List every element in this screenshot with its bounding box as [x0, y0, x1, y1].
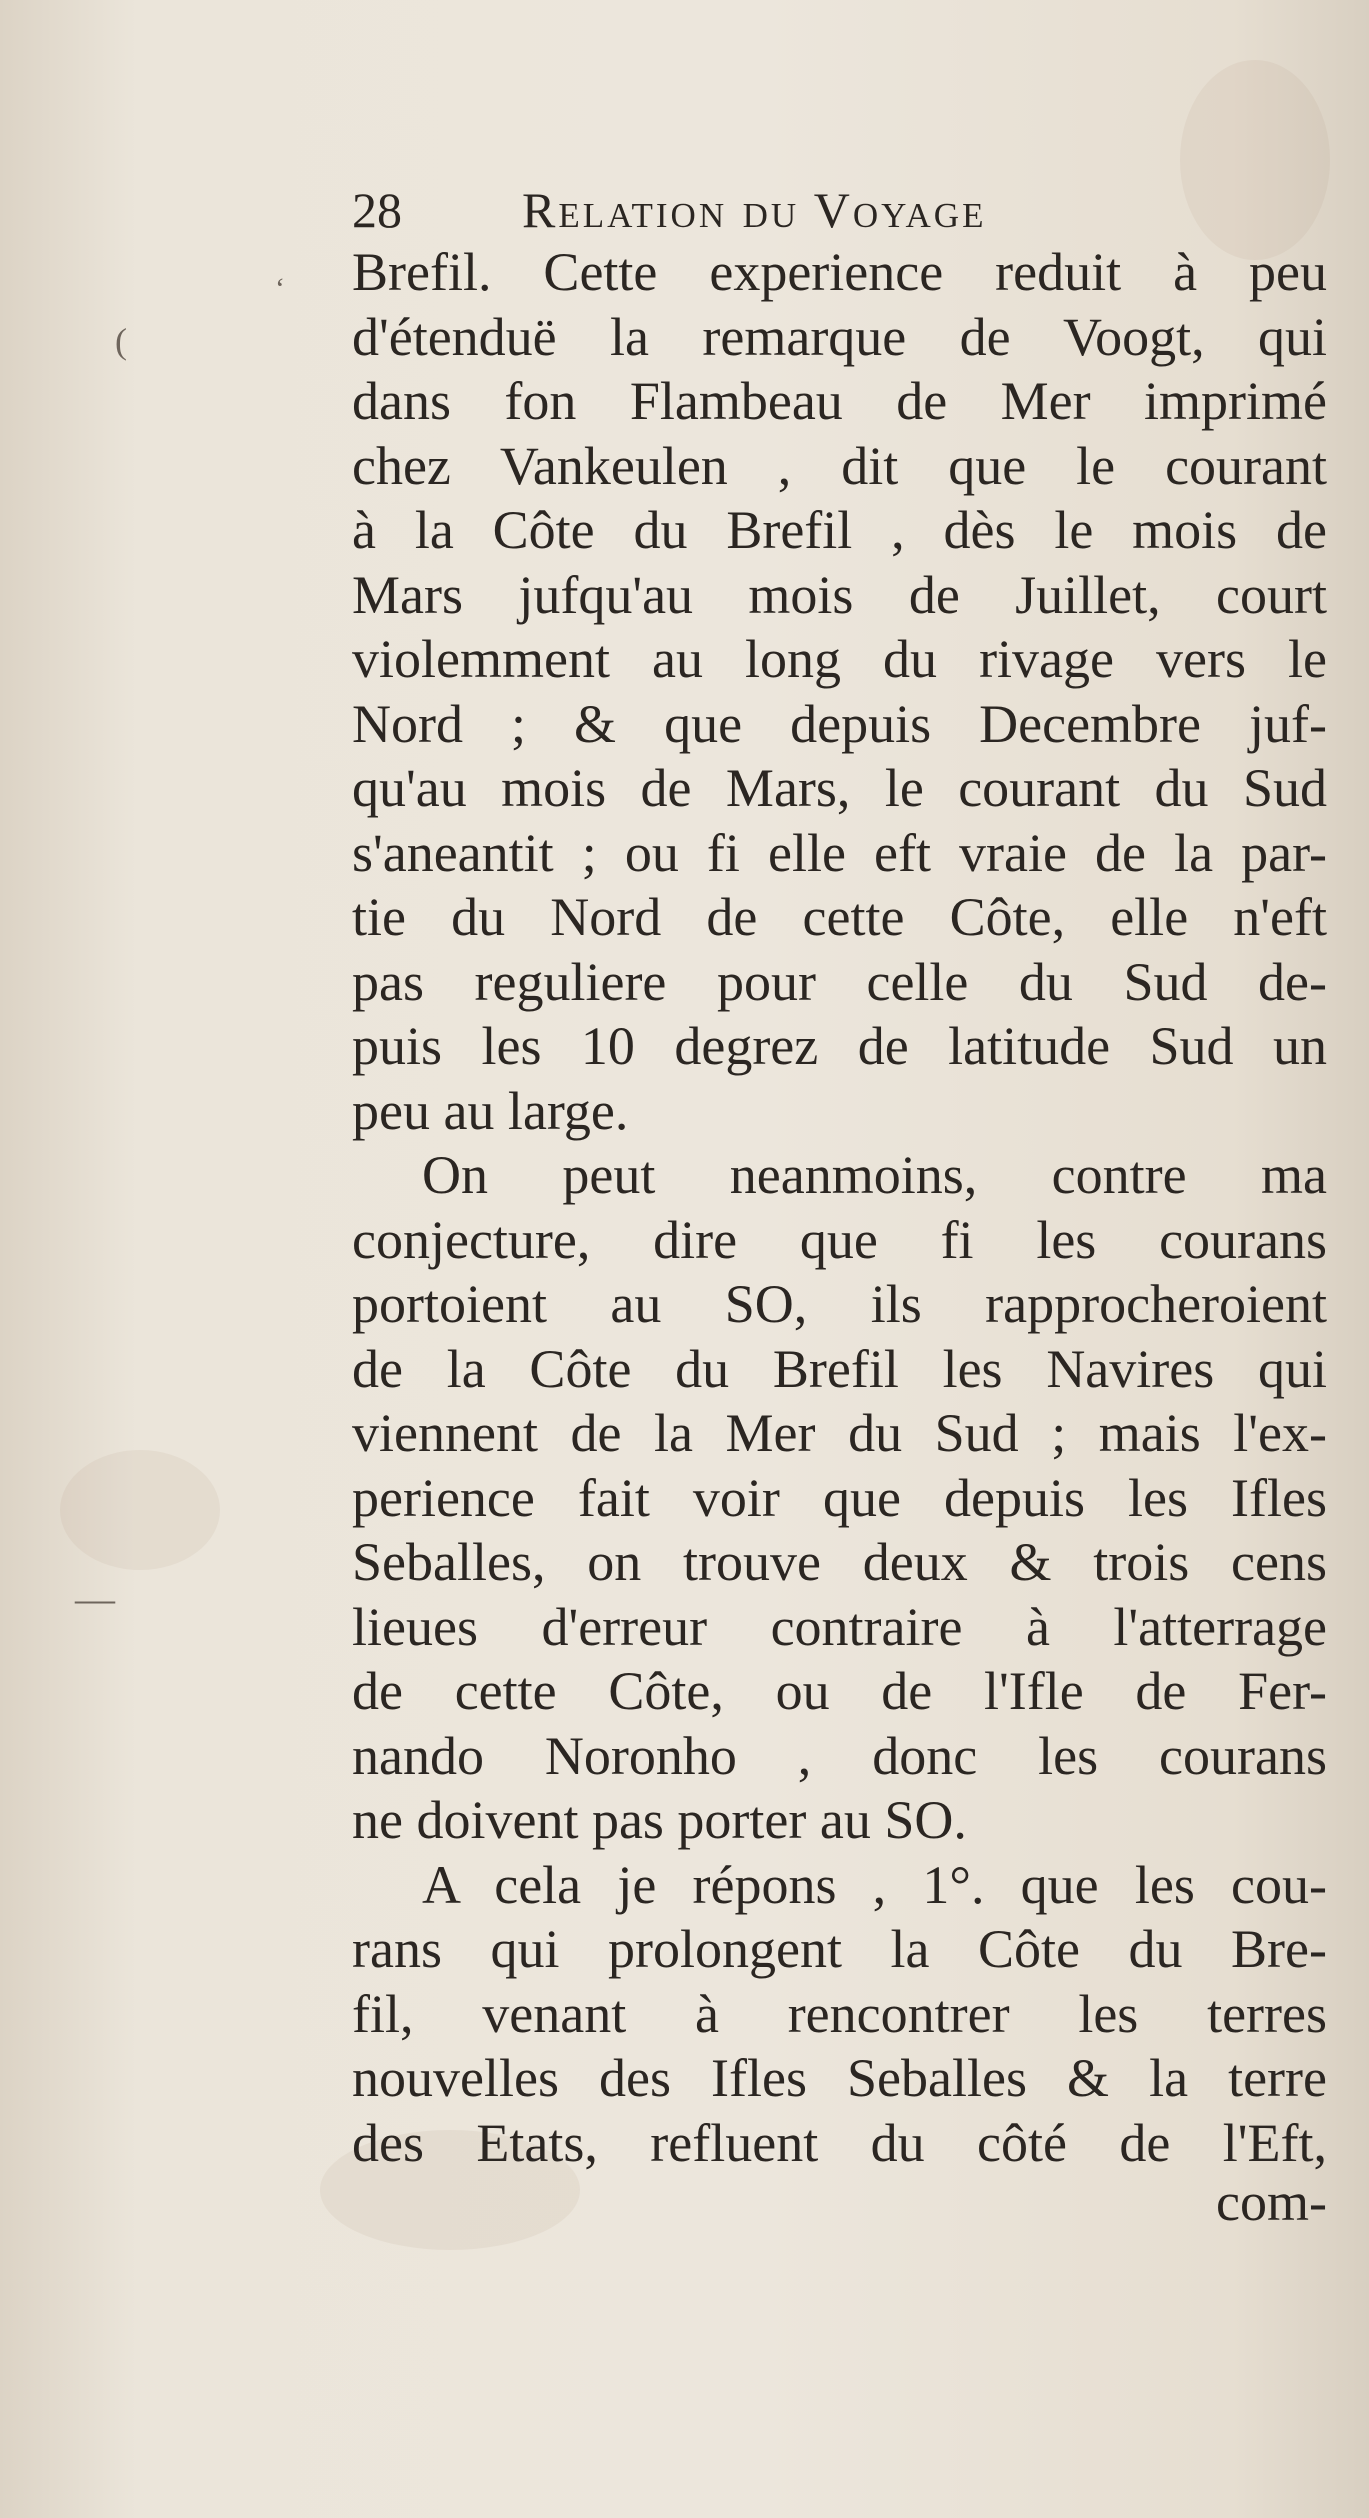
margin-mark: ( [115, 321, 127, 361]
text-line: dans fon Flambeau de Mer imprimé [352, 371, 1327, 431]
text-line: tie du Nord de cette Côte, elle n'eft [352, 887, 1327, 947]
page-header [352, 175, 1192, 245]
text-line: fil, venant à rencontrer les terres [352, 1983, 1327, 2044]
text-line: nouvelles des Ifles Seballes & la terre [352, 2048, 1327, 2108]
text-line: conjecture, dire que fi les courans [352, 1209, 1327, 1270]
margin-mark: ‘ [275, 272, 285, 305]
text-line: puis les 10 degrez de latitude Sud un [352, 1016, 1327, 1076]
body-text [352, 240, 1327, 2175]
text-line: Nord ; & que depuis Decembre juf- [352, 693, 1327, 754]
text-line: Brefil. Cette experience reduit à peu [352, 242, 1327, 302]
text-line: s'aneantit ; ou fi elle eft vraie de la par- [352, 822, 1327, 883]
text-line: perience fait voir que depuis les Ifles [352, 1467, 1327, 1528]
text-line: On peut neanmoins, contre ma [422, 1145, 1327, 1205]
paper-stain [1180, 60, 1330, 260]
text-line: rans qui prolongent la Côte du Bre- [352, 1919, 1327, 1979]
catchword: com- [1216, 2172, 1327, 2232]
text-line: de cette Côte, ou de l'Ifle de Fer- [352, 1661, 1327, 1721]
text-line: Mars jufqu'au mois de Juillet, court [352, 564, 1327, 625]
text-line: nando Noronho , donc les courans [352, 1725, 1327, 1786]
text-line: peu au large. [352, 1080, 629, 1141]
text-line: portoient au SO, ils rapprocheroient [352, 1274, 1327, 1334]
page-number: 28 [352, 182, 402, 238]
text-line: violemment au long du rivage vers le [352, 629, 1327, 689]
margin-mark: — [75, 1576, 115, 1621]
text-line: pas reguliere pour celle du Sud de- [352, 951, 1327, 1012]
text-line: A cela je répons , 1°. que les cou- [422, 1854, 1327, 1915]
text-line: chez Vankeulen , dit que le courant [352, 435, 1327, 496]
text-line: des Etats, refluent du côté de l'Eft, [352, 2112, 1327, 2173]
text-line: viennent de la Mer du Sud ; mais l'ex- [352, 1403, 1327, 1463]
text-line: Seballes, on trouve deux & trois cens [352, 1532, 1327, 1592]
text-line: d'étenduë la remarque de Voogt, qui [352, 306, 1327, 367]
text-line: ne doivent pas porter au SO. [352, 1790, 967, 1850]
running-head: Relation du Voyage [522, 182, 987, 238]
text-line: lieues d'erreur contraire à l'atterrage [352, 1596, 1327, 1657]
text-line: à la Côte du Brefil , dès le mois de [352, 500, 1327, 560]
text-line: de la Côte du Brefil les Navires qui [352, 1338, 1327, 1399]
paper-stain [60, 1450, 220, 1570]
text-line: qu'au mois de Mars, le courant du Sud [352, 758, 1327, 818]
